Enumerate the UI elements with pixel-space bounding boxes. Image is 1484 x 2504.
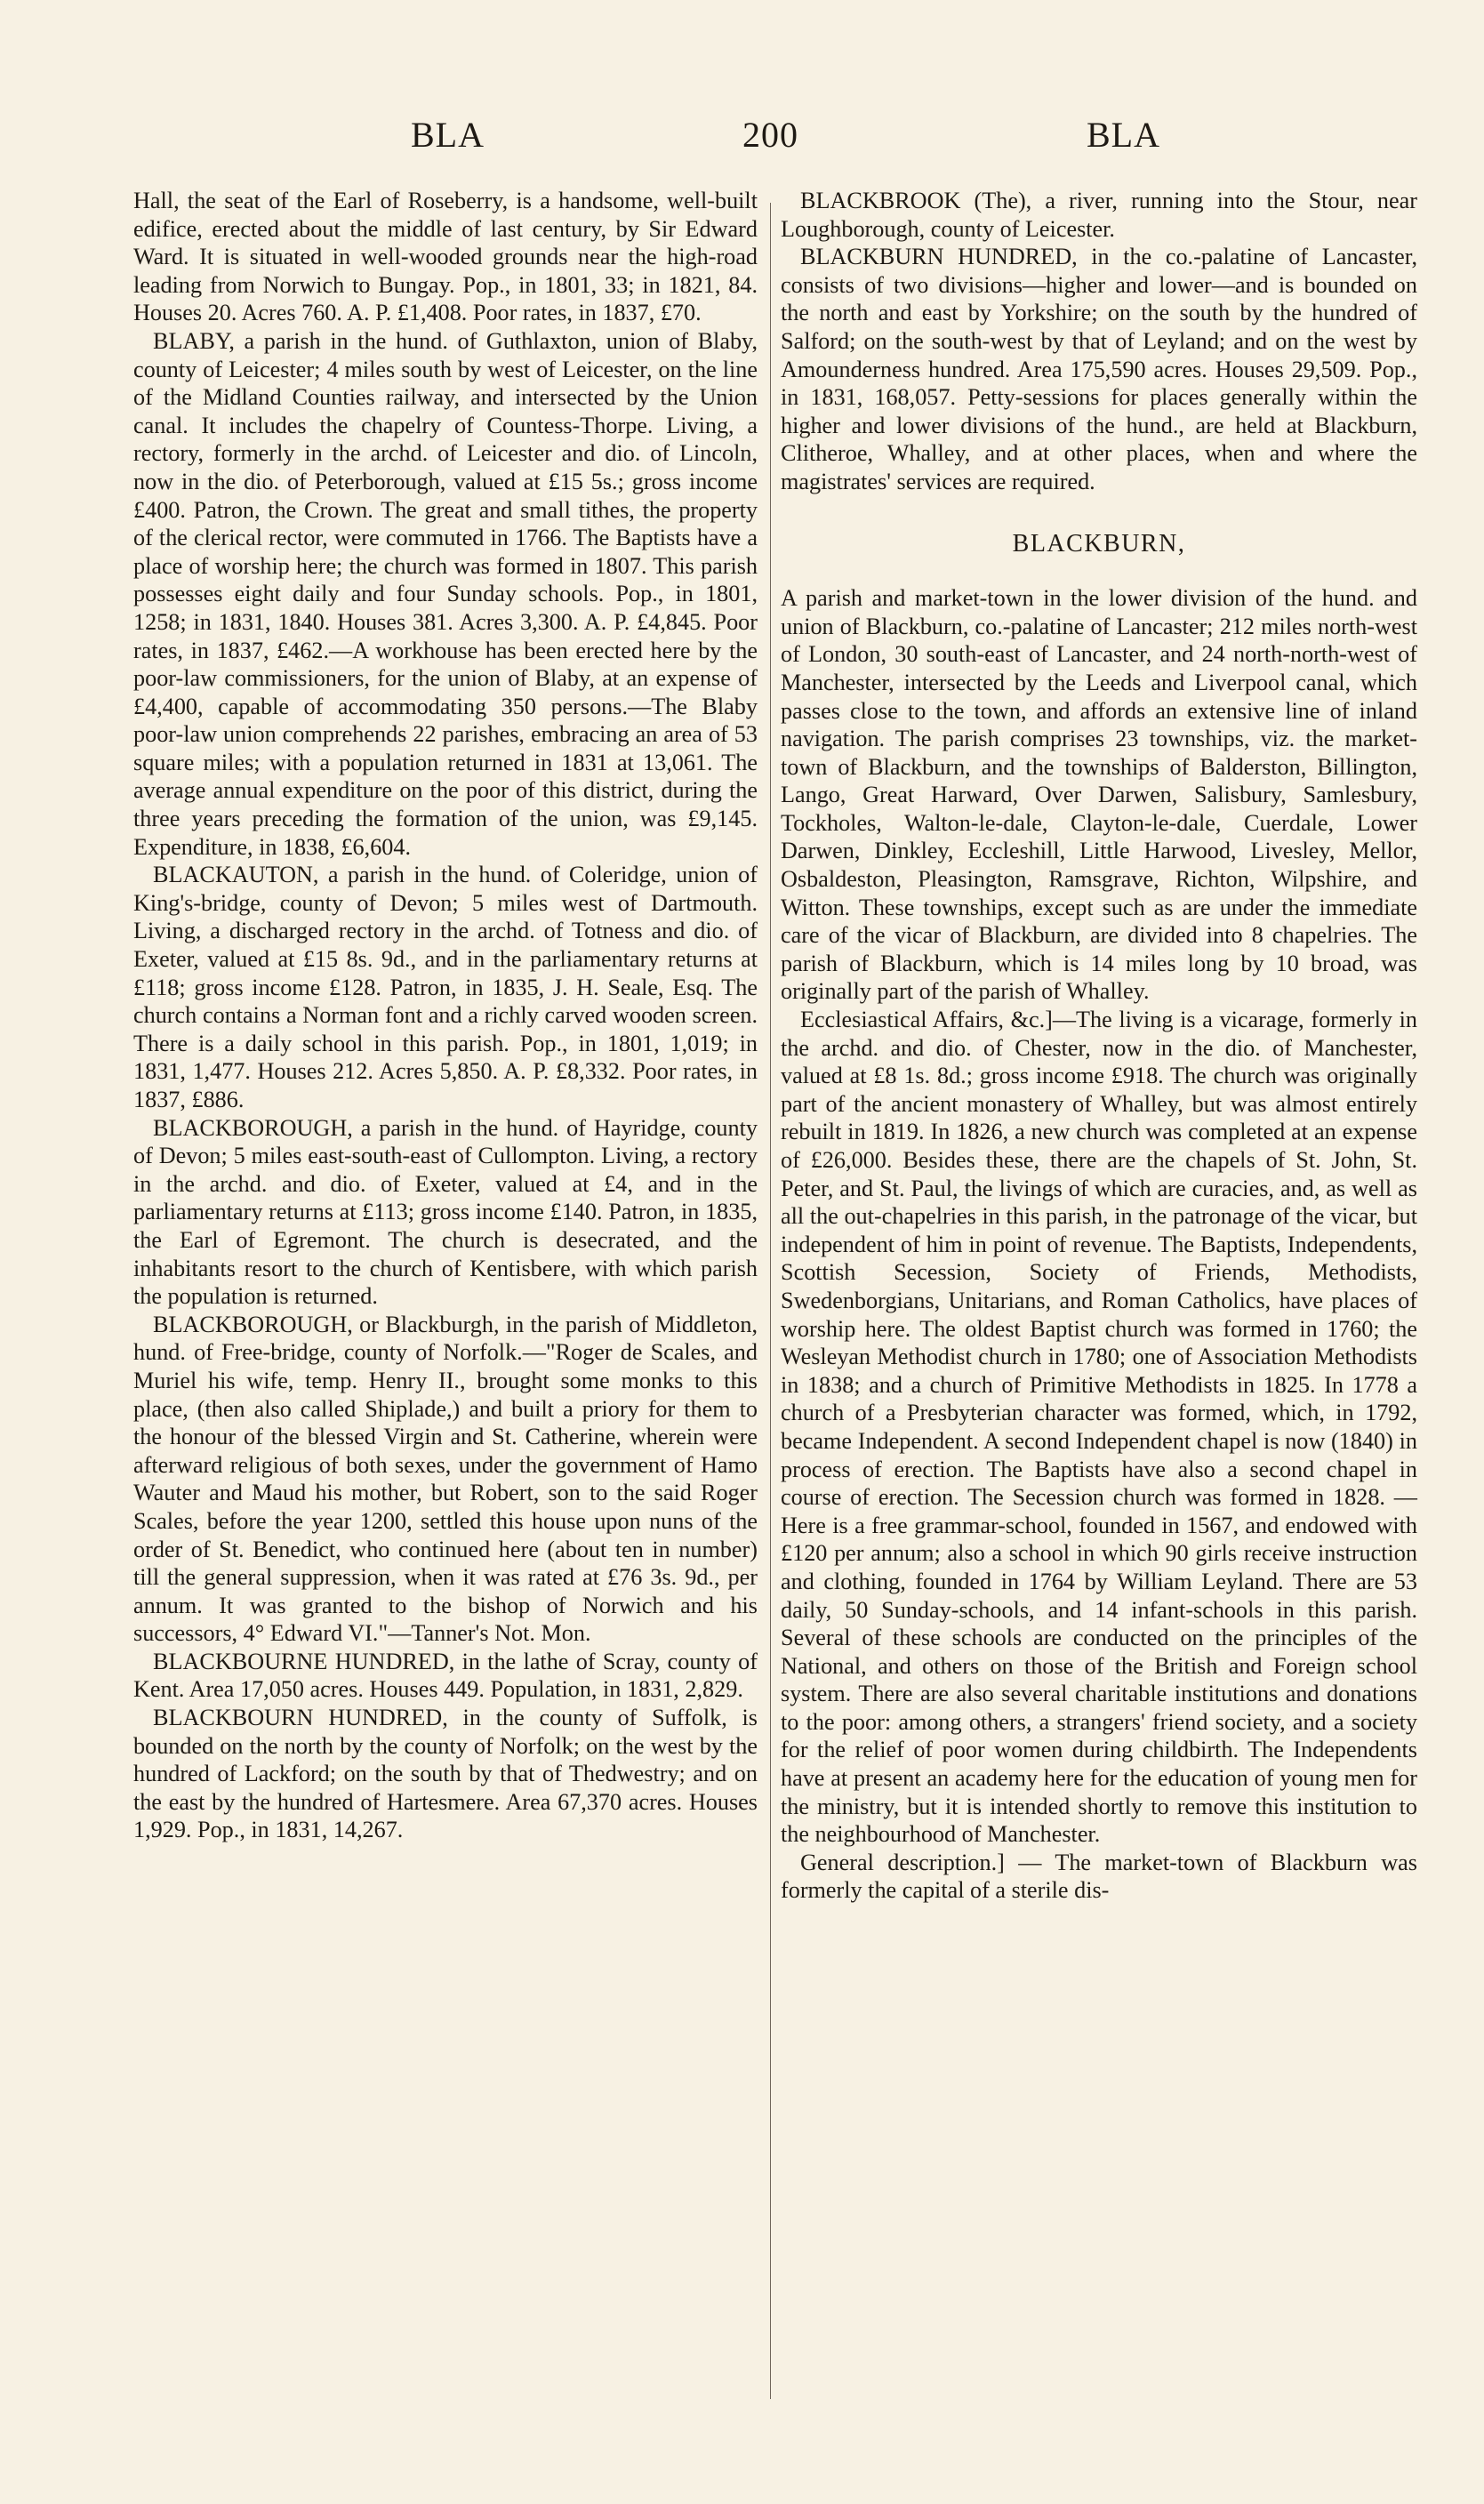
entry-paragraph: A parish and market-town in the lower division of the hund. and union of Blackburn, co.-palatine of Lancaster; 212 miles north-west of London, 30 south-east of Lancaster, and 24 north-north-west of Manchester, intersected by the Leeds and Liverpool canal, which passes close to the town, and affords an extensive line of inland navigation. The parish comprises 23 townships, viz. the market-town of Blackburn, and the townships of Balderston, Billington, Lango, Great Harward, Over Darwen, Salisbury, Samlesbury, Tockholes, Walton-le-dale, Clayton-le-dale, Cuerdale, Lower Darwen, Dinkley, Eccleshill, Little Harwood, Livesley, Mellor, Osbaldeston, Pleasington, Ramsgrave, Richton, Wilpshire, and Witton. These townships, except such as are under the immediate care of the vicar of Blackburn, are divided into 8 chapelries. The parish of Blackburn, which is 14 miles long by 10 broad, was originally part of the parish of Whalley.: [781, 585, 1417, 1005]
right-column: [781, 187, 1417, 1905]
entry-paragraph: General description.] — The market-town of Blackburn was formerly the capital of a sterile dis-: [781, 1849, 1417, 1904]
entry-paragraph: BLACKBROOK (The), a river, running into the Stour, near Loughborough, county of Leicester.: [781, 188, 1417, 242]
running-header: [0, 114, 1484, 167]
entry-paragraph: BLACKBOROUGH, a parish in the hund. of Hayridge, county of Devon; 5 miles east-south-east of Cullompton. Living, a rectory in the archd. and dio. of Exeter, valued at £4, and in the parliamentary returns at £113; gross income £140. Patron, in 1835, the Earl of Egremont. The church is desecrated, and the inhabitants resort to the church of Kentisbere, with which parish the population is returned.: [133, 1114, 758, 1310]
section-title: BLACKBURN,: [1012, 529, 1186, 558]
header-right-word: BLA: [1087, 115, 1160, 155]
entry-paragraph: BLACKBOURNE HUNDRED, in the lathe of Scray, county of Kent. Area 17,050 acres. Houses 449. Population, in 1831, 2,829.: [133, 1648, 758, 1703]
entry-paragraph: BLACKBURN HUNDRED, in the co.-palatine of Lancaster, consists of two divisions—higher and lower—and is bounded on the north and east by Yorkshire; on the south by the hundred of Salford; on the south-west by that of Leyland; and on the west by Amounderness hundred. Area 175,590 acres. Houses 29,509. Pop., in 1831, 168,057. Petty-sessions for places generally within the higher and lower divisions of the hund., are held at Blackburn, Clitheroe, Whalley, and at other places, when and where the magistrates' services are required.: [781, 244, 1417, 494]
entry-paragraph: BLABY, a parish in the hund. of Guthlaxton, union of Blaby, county of Leicester; 4 miles south by west of Leicester, on the line of the Midland Counties railway, and intersected by the Union canal. It includes the chapelry of Countess-Thorpe. Living, a rectory, formerly in the archd. of Leicester and dio. of Lincoln, now in the dio. of Peterborough, valued at £15 5s.; gross income £400. Patron, the Crown. The great and small tithes, the property of the clerical rector, were commuted in 1766. The Baptists have a place of worship here; the church was formed in 1807. This parish possesses eight daily and four Sunday schools. Pop., in 1801, 1258; in 1831, 1840. Houses 381. Acres 3,300. A. P. £4,845. Poor rates, in 1837, £462.—A workhouse has been erected here by the poor-law commissioners, for the union of Blaby, at an expense of £4,400, capable of accommodating 350 persons.—The Blaby poor-law union comprehends 22 parishes, embracing an area of 53 square miles; with a population returned in 1831 at 13,061. The average annual expenditure on the poor of this district, during the three years preceding the formation of the union, was £9,145. Expenditure, in 1838, £6,604.: [133, 327, 758, 860]
entry-paragraph: BLACKAUTON, a parish in the hund. of Coleridge, union of King's-bridge, county of Devon; 5 miles west of Dartmouth. Living, a discharged rectory in the archd. of Totness and dio. of Exeter, valued at £15 8s. 9d., and in the parliamentary returns at £118; gross income £128. Patron, in 1835, J. H. Seale, Esq. The church contains a Norman font and a richly carved wooden screen. There is a daily school in this parish. Pop., in 1801, 1,019; in 1831, 1,477. Houses 212. Acres 5,850. A. P. £8,332. Poor rates, in 1837, £886.: [133, 862, 758, 1112]
entry-paragraph: BLACKBOURN HUNDRED, in the county of Suffolk, is bounded on the north by the county of Norfolk; on the west by the hundred of Lackford; on the south by that of Thedwestry; and on the east by the hundred of Hartesmere. Area 67,370 acres. Houses 1,929. Pop., in 1831, 14,267.: [133, 1705, 758, 1843]
entry-paragraph: Ecclesiastical Affairs, &c.]—The living is a vicarage, formerly in the archd. and dio. of Chester, now in the dio. of Manchester, valued at £8 1s. 8d.; gross income £918. The church was originally part of the ancient monastery of Whalley, but was almost entirely rebuilt in 1819. In 1826, a new church was completed at an expense of £26,000. Besides these, there are the chapels of St. John, St. Peter, and St. Paul, the livings of which are curacies, and, as well as all the out-chapelries in this parish, in the patronage of the vicar, but independent of him in point of revenue. The Baptists, Independents, Scottish Secession, Society of Friends, Methodists, Swedenborgians, Unitarians, and Roman Catholics, have places of worship here. The oldest Baptist church was formed in 1760; the Wesleyan Methodist church in 1780; one of Association Methodists in 1838; and a church of Primitive Methodists in 1825. In 1778 a church of a Presbyterian character was formed, which, in 1792, became Independent. A second Independent chapel is now (1840) in process of erection. The Baptists have also a second chapel in course of erection. The Secession church was formed in 1828. —Here is a free grammar-school, founded in 1567, and endowed with £120 per annum; also a school in which 90 girls receive instruction and clothing, founded in 1764 by William Leyland. There are 53 daily, 50 Sunday-schools, and 14 infant-schools in this parish. Several of these schools are conducted on the principles of the National, and others on those of the British and Foreign school system. There are also several charitable institutions and donations to the poor: among others, a strangers' friend society, and a society for the relief of poor women during childbirth. The Independents have at present an academy here for the education of young men for the ministry, but it is intended shortly to remove this institution to the neighbourhood of Manchester.: [781, 1007, 1417, 1848]
header-left-word: BLA: [411, 115, 485, 155]
left-column: [133, 187, 758, 1844]
column-divider: [770, 203, 771, 2399]
entry-paragraph: Hall, the seat of the Earl of Roseberry, is a handsome, well-built edifice, erected about the middle of last century, by Sir Edward Ward. It is situated in well-wooded grounds near the high-road leading from Norwich to Bungay. Pop., in 1801, 33; in 1821, 84. Houses 20. Acres 760. A. P. £1,408. Poor rates, in 1837, £70.: [133, 188, 758, 326]
page-number: 200: [742, 115, 798, 155]
entry-paragraph: BLACKBOROUGH, or Blackburgh, in the parish of Middleton, hund. of Free-bridge, county of Norfolk.—"Roger de Scales, and Muriel his wife, temp. Henry II., brought some monks to this place, (then also called Shiplade,) and built a priory for them to the honour of the blessed Virgin and St. Catherine, wherein were afterward religious of both sexes, under the government of Hamo Wauter and Maud his mother, but Robert, son to the said Roger Scales, before the year 1200, settled this house upon nuns of the order of St. Benedict, who continued here (about ten in number) till the general suppression, when it was rated at £76 3s. 9d., per annum. It was granted to the bishop of Norwich and his successors, 4° Edward VI."—Tanner's Not. Mon.: [133, 1311, 758, 1647]
